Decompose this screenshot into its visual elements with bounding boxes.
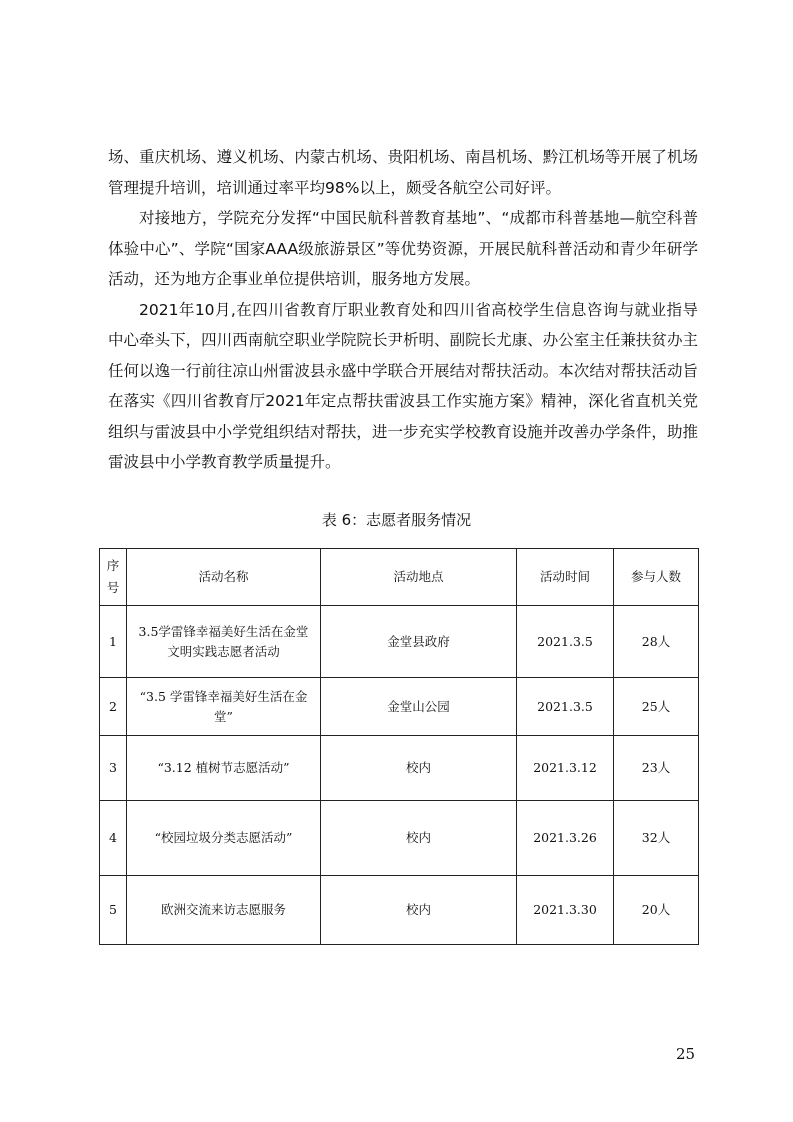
table-row: [100, 736, 699, 801]
header-activity-place: 活动地点: [321, 549, 517, 606]
row-index: 4: [100, 801, 127, 876]
body-text: [108, 142, 698, 478]
paragraph-3: 2021年10月,在四川省教育厅职业教育处和四川省高校学生信息咨询与就业指导中心牵头下，四川西南航空职业学院院长尹析明、副院长尤康、办公室主任兼扶贫办主任何以逸一行前往凉山州雷波县永盛中学联合开展结对帮扶活动。本次结对帮扶活动旨在落实《四川省教育厅2021年定点帮扶雷波县工作实施方案》精神，深化省直机关党组织与雷波县中小学党组织结对帮扶，进一步充实学校教育设施并改善办学条件，助推雷波县中小学教育教学质量提升。: [108, 300, 698, 471]
row-index: 2: [100, 678, 127, 736]
page-number: 25: [676, 1045, 696, 1063]
row-participant-count: 28人: [614, 606, 699, 678]
row-activity-time: 2021.3.30: [517, 876, 614, 945]
row-activity-place: 金堂县政府: [321, 606, 517, 678]
header-index: [100, 549, 127, 606]
row-activity-place: 校内: [321, 876, 517, 945]
row-activity-name: 欧洲交流来访志愿服务: [127, 876, 321, 945]
row-index: 3: [100, 736, 127, 801]
row-participant-count: 23人: [614, 736, 699, 801]
row-activity-time: 2021.3.5: [517, 678, 614, 736]
row-activity-time: 2021.3.12: [517, 736, 614, 801]
table-row: [100, 801, 699, 876]
row-activity-name: “3.12 植树节志愿活动”: [127, 736, 321, 801]
table-caption: 表 6：志愿者服务情况: [321, 511, 472, 529]
header-index-top: 序: [106, 558, 120, 573]
header-participant-count: 参与人数: [614, 549, 699, 606]
table-row: [100, 606, 699, 678]
header-activity-time: 活动时间: [517, 549, 614, 606]
row-activity-time: 2021.3.26: [517, 801, 614, 876]
table-row: [100, 678, 699, 736]
paragraph-2: 对接地方，学院充分发挥“中国民航科普教育基地”、“成都市科普基地—航空科普体验中心”、学院“国家AAA级旅游景区”等优势资源，开展民航科普活动和青少年研学活动，还为地方企事业单位提供培训，服务地方发展。: [108, 209, 698, 288]
table-row: [100, 876, 699, 945]
header-index-bottom: 号: [106, 580, 120, 595]
row-activity-name: “校园垃圾分类志愿活动”: [127, 801, 321, 876]
header-activity-name: 活动名称: [127, 549, 321, 606]
row-participant-count: 32人: [614, 801, 699, 876]
row-activity-place: 金堂山公园: [321, 678, 517, 736]
volunteer-service-table: [99, 548, 699, 945]
row-index: 1: [100, 606, 127, 678]
row-participant-count: 20人: [614, 876, 699, 945]
table-header-row: [100, 549, 699, 606]
paragraph-1: 场、重庆机场、遵义机场、内蒙古机场、贵阳机场、南昌机场、黔江机场等开展了机场管理提升培训，培训通过率平均98%以上，颇受各航空公司好评。: [108, 148, 698, 197]
row-activity-place: 校内: [321, 736, 517, 801]
row-participant-count: 25人: [614, 678, 699, 736]
row-activity-place: 校内: [321, 801, 517, 876]
row-index: 5: [100, 876, 127, 945]
row-activity-time: 2021.3.5: [517, 606, 614, 678]
row-activity-name: 3.5学雷锋幸福美好生活在金堂文明实践志愿者活动: [127, 606, 321, 678]
row-activity-name: “3.5 学雷锋幸福美好生活在金堂”: [127, 678, 321, 736]
